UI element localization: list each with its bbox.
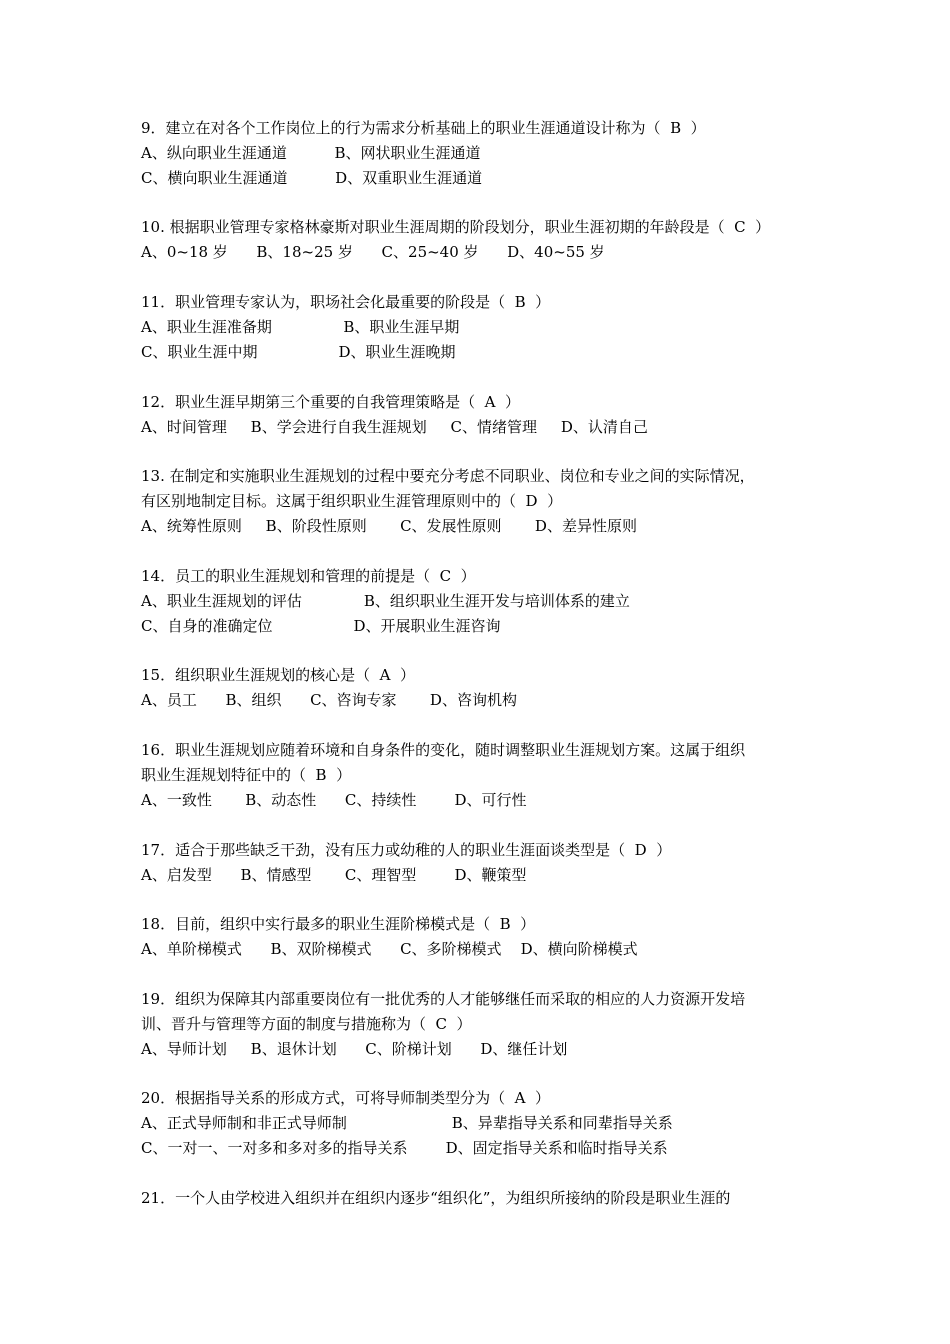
question-20: 20．根据指导关系的形成方式，可将导师制类型分为（ A ）: [141, 1089, 550, 1107]
option-line: A、0~18 岁 B、18~25 岁 C、25~40 岁 D、40~55 岁: [141, 243, 605, 261]
question-11: 11．职业管理专家认为，职场社会化最重要的阶段是（ B ）: [141, 293, 551, 311]
option-line: A、纵向职业生涯通道 B、网状职业生涯通道: [141, 144, 481, 162]
question-18: 18．目前，组织中实行最多的职业生涯阶梯模式是（ B ）: [141, 915, 536, 933]
option-line: A、职业生涯规划的评估 B、组织职业生涯开发与培训体系的建立: [141, 592, 630, 610]
question-9: 9．建立在对各个工作岗位上的行为需求分析基础上的职业生涯通道设计称为（ B ）: [141, 119, 706, 137]
option-line: A、启发型 B、情感型 C、理智型 D、鞭策型: [141, 866, 527, 884]
option-line: A、员工 B、组织 C、咨询专家 D、咨询机构: [141, 691, 517, 709]
option-line: C、一对一、一对多和多对多的指导关系 D、固定指导关系和临时指导关系: [141, 1139, 668, 1157]
question-13: 13. 在制定和实施职业生涯规划的过程中要充分考虑不同职业、岗位和专业之间的实际情况，: [141, 467, 755, 485]
question-19-cont: 训、晋升与管理等方面的制度与措施称为（ C ）: [141, 1015, 472, 1033]
question-21: 21．一个人由学校进入组织并在组织内逐步“组织化”，为组织所接纳的阶段是职业生涯的: [141, 1189, 731, 1207]
question-16-cont: 职业生涯规划特征中的（ B ）: [141, 766, 352, 784]
option-line: C、职业生涯中期 D、职业生涯晚期: [141, 343, 456, 361]
option-line: A、一致性 B、动态性 C、持续性 D、可行性: [141, 791, 527, 809]
question-19: 19．组织为保障其内部重要岗位有一批优秀的人才能够继任而采取的相应的人力资源开发培: [141, 990, 746, 1008]
question-17: 17．适合于那些缺乏干劲，没有压力或幼稚的人的职业生涯面谈类型是（ D ）: [141, 841, 672, 859]
option-line: A、统筹性原则 B、阶段性原则 C、发展性原则 D、差异性原则: [141, 517, 637, 535]
option-line: A、单阶梯模式 B、双阶梯模式 C、多阶梯模式 D、横向阶梯模式: [141, 940, 638, 958]
question-15: 15．组织职业生涯规划的核心是（ A ）: [141, 666, 415, 684]
option-line: A、正式导师制和非正式导师制 B、异辈指导关系和同辈指导关系: [141, 1114, 673, 1132]
option-line: A、职业生涯准备期 B、职业生涯早期: [141, 318, 460, 336]
question-10: 10. 根据职业管理专家格林豪斯对职业生涯周期的阶段划分，职业生涯初期的年龄段是（ C ）: [141, 218, 771, 236]
option-line: A、时间管理 B、学会进行自我生涯规划 C、情绪管理 D、认清自己: [141, 418, 648, 436]
question-12: 12．职业生涯早期第三个重要的自我管理策略是（ A ）: [141, 393, 520, 411]
question-16: 16．职业生涯规划应随着环境和自身条件的变化，随时调整职业生涯规划方案。这属于组织: [141, 741, 746, 759]
question-14: 14．员工的职业生涯规划和管理的前提是（ C ）: [141, 567, 476, 585]
option-line: A、导师计划 B、退休计划 C、阶梯计划 D、继任计划: [141, 1040, 568, 1058]
question-13-cont: 有区别地制定目标。这属于组织职业生涯管理原则中的（ D ）: [141, 492, 563, 510]
option-line: C、自身的准确定位 D、开展职业生涯咨询: [141, 617, 501, 635]
option-line: C、横向职业生涯通道 D、双重职业生涯通道: [141, 169, 483, 187]
